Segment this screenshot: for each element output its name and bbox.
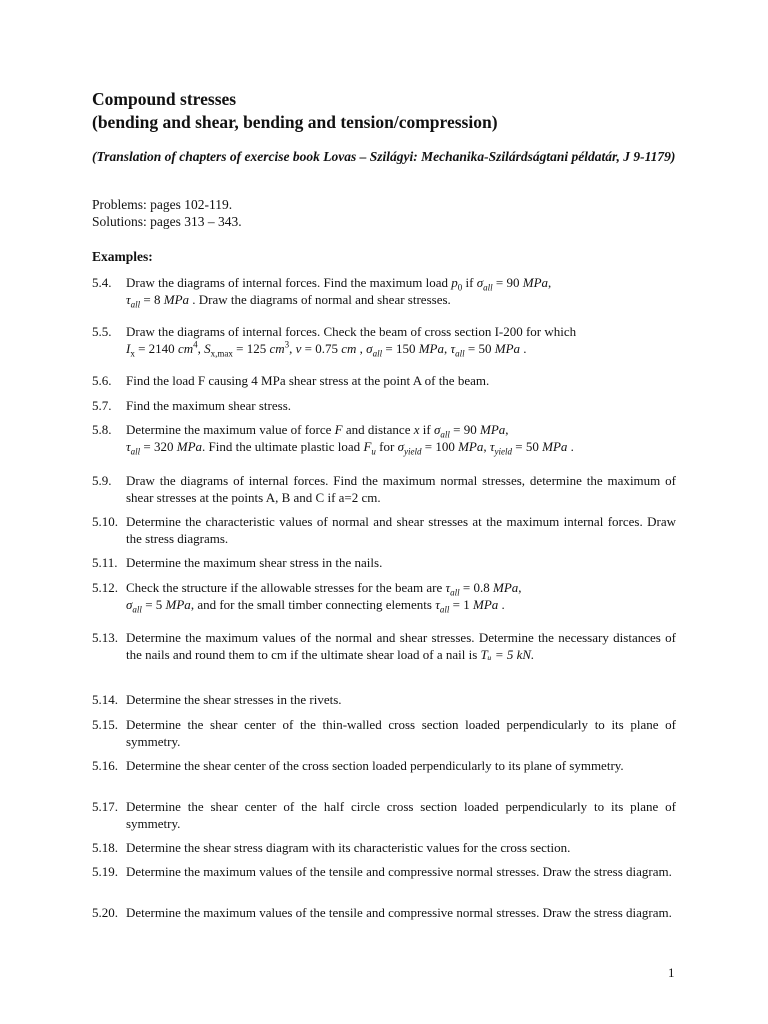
exercise-number: 5.17. (92, 799, 118, 814)
problems-pages: Problems: pages 102-119. (92, 197, 233, 212)
exercise-number: 5.7. (92, 398, 112, 413)
title-line-1: Compound stresses (92, 89, 237, 109)
exercise-number: 5.10. (92, 514, 118, 529)
exercise-item (92, 691, 676, 708)
page-number: 1 (668, 965, 675, 980)
exercise-item (92, 904, 676, 921)
exercise-number: 5.8. (92, 422, 112, 437)
exercise-item (92, 397, 676, 414)
examples-heading: Examples: (92, 249, 153, 264)
exercise-text: Determine the shear stress diagram with its characteristic values for the cross section. (126, 840, 571, 855)
exercise-number: 5.16. (92, 758, 118, 773)
exercise-number: 5.11. (92, 555, 118, 570)
page-references (92, 196, 242, 230)
exercise-item (92, 629, 676, 663)
exercise-item (92, 513, 676, 547)
exercise-number: 5.14. (92, 692, 118, 707)
document-title (92, 88, 498, 134)
exercise-item (92, 839, 676, 856)
solutions-pages: Solutions: pages 313 – 343. (92, 214, 242, 229)
exercise-text: Draw the diagrams of internal forces. Check the beam of cross section I-200 for which $I_x = 2140$ $cm^4$, $S_{x,max} = 125$ $cm^3$, ν = 0.75 cm , $\sigma_{all} = 150$ MPa, $\tau_{all} = 50$ MPa . (126, 324, 577, 359)
exercise-text: Determine the maximum values of the normal and shear stresses. Determine the necessary distances of the nails and round them to cm if the ultimate shear load of a nail is Tᵤ = 5 kN. (126, 630, 676, 662)
exercise-item (92, 274, 676, 308)
exercise-text: Determine the maximum shear stress in the nails. (126, 555, 383, 570)
exercise-text: Determine the shear center of the half circle cross section loaded perpendicularly to its plane of symmetry. (126, 799, 676, 831)
exercise-number: 5.20. (92, 905, 118, 920)
exercise-text: Determine the maximum values of the tensile and compressive normal stresses. Draw the stress diagram. (126, 905, 672, 920)
exercise-number: 5.4. (92, 275, 112, 290)
exercise-item (92, 421, 676, 455)
exercise-number: 5.12. (92, 580, 118, 595)
exercise-text: Determine the shear center of the thin-walled cross section loaded perpendicularly to its plane of symmetry. (126, 717, 676, 749)
exercise-text: Find the maximum shear stress. (126, 398, 292, 413)
exercise-item (92, 716, 676, 750)
exercise-number: 5.6. (92, 373, 112, 388)
exercise-item (92, 323, 676, 357)
exercise-number: 5.9. (92, 473, 112, 488)
exercise-text: Find the load F causing 4 MPa shear stress at the point A of the beam. (126, 373, 490, 388)
exercise-item (92, 757, 676, 774)
exercise-item (92, 554, 676, 571)
exercise-text: Check the structure if the allowable stresses for the beam are $\tau_{all} = 0.8$ MPa, $\sigma_{all} = 5$ MPa, and for the small timber connecting elements $\tau_{all} = 1$ MPa . (126, 580, 522, 615)
exercise-number: 5.15. (92, 717, 118, 732)
exercise-text: Determine the maximum values of the tensile and compressive normal stresses. Draw the stress diagram. (126, 864, 672, 879)
exercise-text: Draw the diagrams of internal forces. Find the maximum normal stresses, determine the maximum of shear stresses at the points A, B and C if a=2 cm. (126, 473, 676, 505)
exercise-number: 5.19. (92, 864, 118, 879)
exercise-number: 5.18. (92, 840, 118, 855)
exercise-item (92, 472, 676, 506)
exercise-item (92, 798, 676, 832)
exercise-item (92, 863, 676, 880)
exercise-item (92, 372, 676, 389)
exercise-number: 5.5. (92, 324, 112, 339)
exercise-text: Draw the diagrams of internal forces. Find the maximum load $p_0$ if $\sigma_{all} = 90$ MPa, $\tau_{all} = 8$ MPa . Draw the diagrams of normal and shear stresses. (126, 275, 552, 310)
exercise-text: Determine the maximum value of force F and distance x if $\sigma_{all} = 90$ MPa, $\tau_{all} = 320$ MPa. Find the ultimate plastic load $F_u$ for $\sigma_{yield} = 100$ MPa, $\tau_{yield} = 50$ MPa . (126, 422, 574, 457)
translation-note: (Translation of chapters of exercise book Lovas – Szilágyi: Mechanika-Szilárdságtani példatár, J 9-1179) (92, 149, 676, 164)
exercise-text: Determine the characteristic values of normal and shear stresses at the maximum internal forces. Draw the stress diagrams. (126, 514, 676, 546)
exercise-number: 5.13. (92, 630, 118, 645)
exercise-text: Determine the shear center of the cross section loaded perpendicularly to its plane of symmetry. (126, 758, 624, 773)
exercise-item (92, 579, 676, 613)
title-line-2: (bending and shear, bending and tension/compression) (92, 112, 498, 132)
exercise-text: Determine the shear stresses in the rivets. (126, 692, 342, 707)
